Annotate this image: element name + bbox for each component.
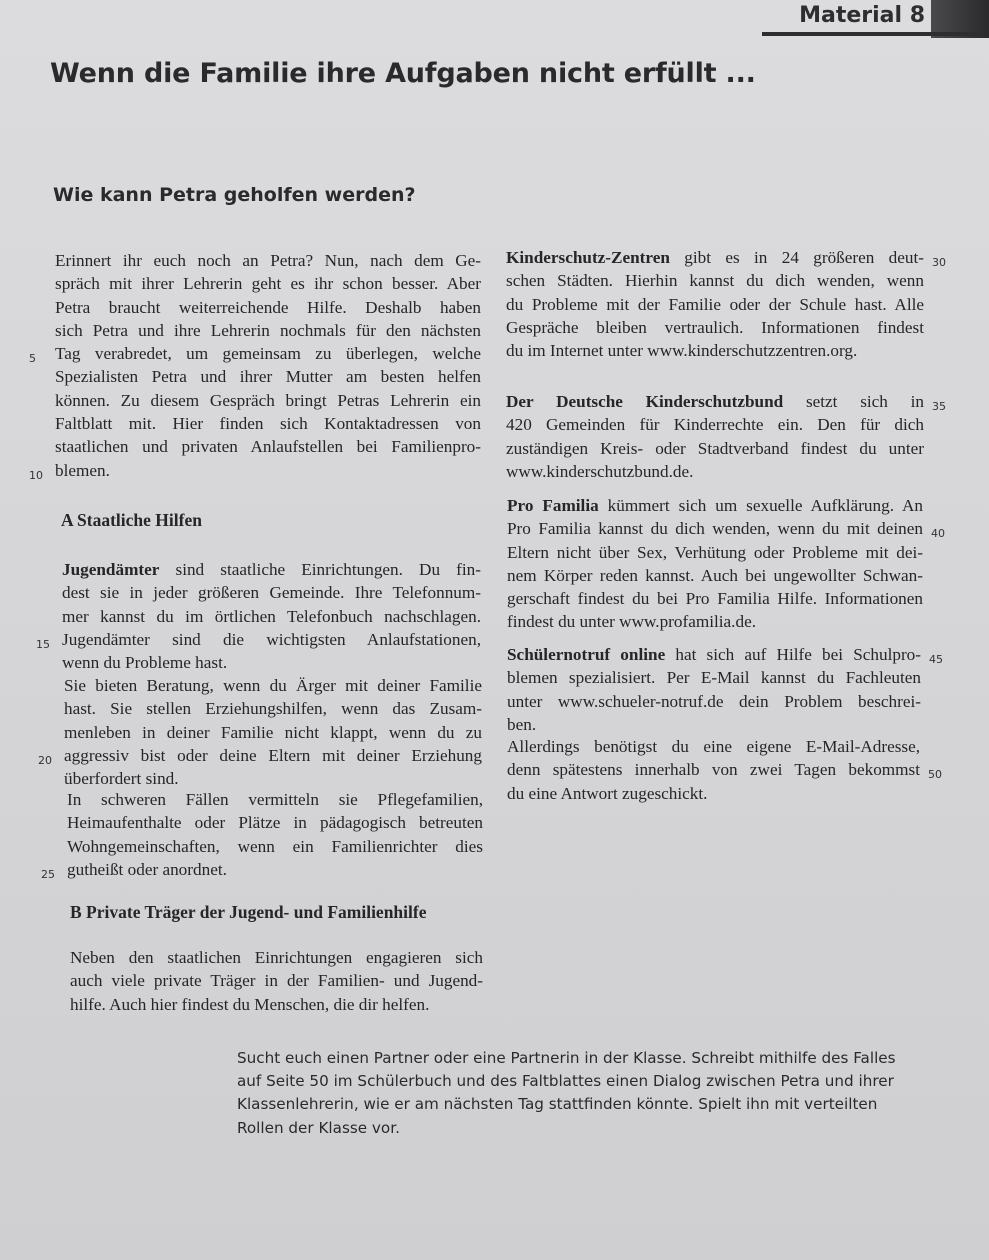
bold-term: Schülernotruf online <box>507 645 666 664</box>
text-line: Spezialisten Petra und ihrer Mutter am besten helfen <box>55 367 481 387</box>
private-traeger-paragraph <box>70 946 483 1016</box>
section-a-heading: A Staatliche Hilfen <box>61 510 202 530</box>
text-line: Wohngemeinschaften, wenn ein Familienrichter dies <box>67 836 483 856</box>
schwere-faelle-paragraph <box>41 788 483 881</box>
line-number: 40 <box>931 527 945 541</box>
text-line: Erinnert ihr euch noch an Petra? Nun, nach dem Ge- <box>55 251 481 270</box>
bold-term: Der Deutsche Kinderschutzbund <box>506 392 784 411</box>
text-line: Jugendämter sind staatliche Einrichtungen. Du fin- <box>62 560 481 579</box>
text-line: gutheißt oder anordnet. 25 <box>67 858 483 881</box>
text-line: 420 Gemeinden für Kinderrechte ein. Den für dich <box>506 415 924 435</box>
text-line: denn spätestens innerhalb von zwei Tagen bekommst 50 <box>507 758 920 781</box>
text-line: Faltblatt mit. Hier finden sich Kontaktadressen von <box>55 414 481 434</box>
kinderschutzbund-paragraph <box>506 390 946 483</box>
text-line: Der Deutsche Kinderschutzbund setzt sich in 35 <box>506 390 924 413</box>
text-line: aggressiv bist oder deine Eltern mit deiner Erziehung 20 <box>64 744 482 767</box>
text-line: wenn du Probleme hast. <box>62 653 228 673</box>
text-line: unter www.schueler-notruf.de dein Problem beschrei- <box>507 691 921 711</box>
line-number: 30 <box>932 256 946 269</box>
line-number: 35 <box>932 400 946 413</box>
jugendaemter-paragraph <box>36 558 481 674</box>
text-line: auch viele private Träger in der Familien- und Jugend- <box>70 971 483 991</box>
text-line: Kinderschutz-Zentren gibt es in 24 größeren deut- 30 <box>506 246 924 269</box>
material-label: Material 8 <box>799 3 925 28</box>
page-title: Wenn die Familie ihre Aufgaben nicht erfüllt ... <box>50 58 756 89</box>
text-line: mer kannst du im örtlichen Telefonbuch nachschlagen. <box>62 606 481 626</box>
text-line: Gespräche bleiben vertraulich. Informationen findest <box>506 317 924 337</box>
text-line: Neben den staatlichen Einrichtungen engagieren sich <box>70 948 483 967</box>
text-line: sich Petra und ihre Lehrerin nochmals für den nächsten <box>55 320 481 340</box>
text-line: Jugendämter sind die wichtigsten Anlaufstationen, 15 <box>62 628 481 651</box>
text-line: Schülernotruf online hat sich auf Hilfe bei Schulpro- 45 <box>507 643 921 666</box>
text-line: zuständigen Kreis- oder Stadtverband findest du unter <box>506 438 924 458</box>
task-instruction: Sucht euch einen Partner oder eine Partnerin in der Klasse. Schreibt mithilfe des Falles auf Seite 50 im Schülerbuch und des Faltblattes einen Dialog zwischen Petra und ihrer Klassenlehrerin, wie er am nächsten Tag stattfinden könnte. Spielt ihn mit verteilten Rollen der Klasse vor. <box>237 1049 896 1137</box>
text-line: blemen spezialisiert. Per E-Mail kannst du Fachleuten <box>507 668 921 688</box>
text-line: findest du unter www.profamilia.de. <box>507 612 756 632</box>
text-line: ben. <box>507 714 537 734</box>
subtitle: Wie kann Petra geholfen werden? <box>53 184 416 206</box>
text-line: nem Körper reden kannst. Auch bei ungewollter Schwan- <box>507 565 923 585</box>
text-line: Sie bieten Beratung, wenn du Ärger mit deiner Familie <box>64 676 482 695</box>
text-line: können. Zu diesem Gespräch bringt Petras Lehrerin ein <box>55 390 481 410</box>
text-line: Heimaufenthalte oder Plätze in pädagogisch betreuten <box>67 813 483 833</box>
text-line: menleben in deiner Familie nicht klappt, wenn du zu <box>64 722 482 742</box>
bold-term: Jugendämter <box>62 560 160 579</box>
material-rule <box>762 32 982 36</box>
email-paragraph <box>507 735 942 805</box>
line-number: 10 <box>29 468 43 482</box>
line-number: 45 <box>929 653 943 666</box>
schuelernotruf-paragraph <box>507 643 943 736</box>
text-line: Pro Familia kannst du dich wenden, wenn du mit deinen 40 <box>507 517 923 540</box>
text-line: überfordert sind. <box>64 769 179 789</box>
line-number: 15 <box>36 637 50 651</box>
section-b-heading: B Private Träger der Jugend- und Familienhilfe <box>70 902 427 922</box>
text-line: schen Städten. Hierhin kannst du dich wenden, wenn <box>506 271 924 291</box>
line-number: 20 <box>38 753 52 767</box>
text-line: In schweren Fällen vermitteln sie Pflegefamilien, <box>67 790 483 809</box>
beratung-paragraph <box>38 674 482 790</box>
text-line: Petra braucht weiterreichende Hilfe. Deshalb haben <box>55 297 481 317</box>
text-line: Tag verabredet, um gemeinsam zu überlegen, welche 5 <box>55 342 481 365</box>
text-line: www.kinderschutzbund.de. <box>506 461 694 481</box>
text-line: du im Internet unter www.kinderschutzzentren.org. <box>506 341 858 361</box>
bold-term: Kinderschutz-Zentren <box>506 248 670 267</box>
line-number: 25 <box>41 867 55 881</box>
text-line: hilfe. Auch hier findest du Menschen, die dir helfen. <box>70 994 430 1014</box>
bold-term: Pro Familia <box>507 496 599 515</box>
pro-familia-paragraph <box>507 494 945 634</box>
text-line: hast. Sie stellen Erziehungshilfen, wenn das Zusam- <box>64 699 482 719</box>
text-line: du Probleme mit der Familie oder der Schule hast. Alle <box>506 294 924 314</box>
text-line: dest sie in jeder größeren Gemeinde. Ihre Telefonnum- <box>62 583 481 603</box>
text-line: Allerdings benötigst du eine eigene E-Mail-Adresse, <box>507 737 920 756</box>
text-line: staatlichen und privaten Anlaufstellen bei Familienpro- <box>55 437 481 457</box>
text-line: Pro Familia kümmert sich um sexuelle Aufklärung. An <box>507 496 923 515</box>
text-line: du eine Antwort zugeschickt. <box>507 783 708 803</box>
line-number: 5 <box>29 352 36 366</box>
text-line: blemen. 10 <box>55 459 481 482</box>
kinderschutz-zentren-paragraph <box>506 246 946 362</box>
text-line: spräch mit ihrer Lehrerin geht es ihr schon besser. Aber <box>55 274 481 294</box>
text-line: Eltern nicht über Sex, Verhütung oder Probleme mit dei- <box>507 542 923 562</box>
intro-paragraph <box>29 249 481 482</box>
line-number: 50 <box>928 768 942 782</box>
text-line: gerschaft findest du bei Pro Familia Hilfe. Informationen <box>507 589 923 609</box>
